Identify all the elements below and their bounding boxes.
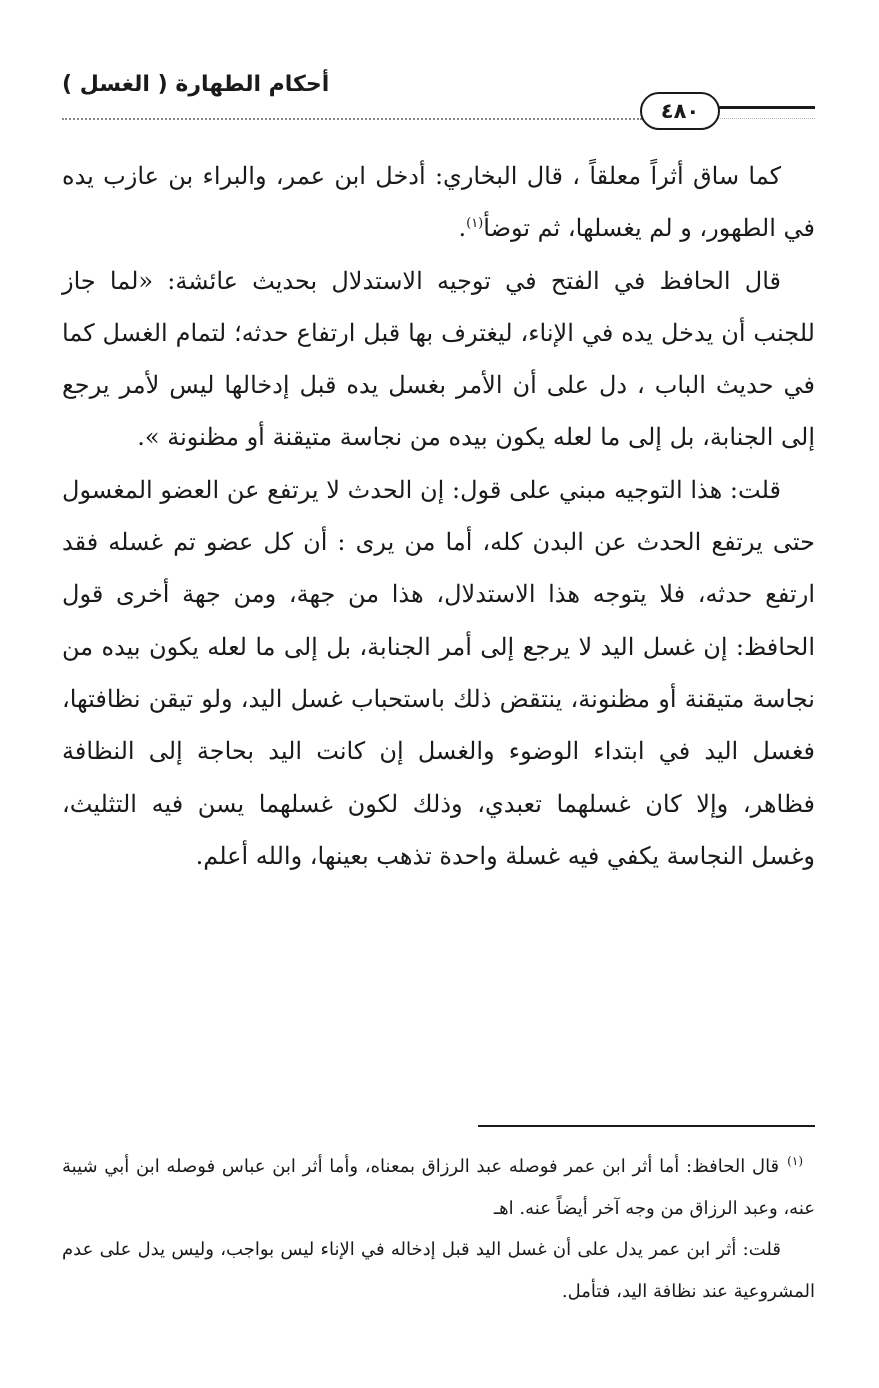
footnote-1-text: قال الحافظ: أما أثر ابن عمر فوصله عبد الرزاق بمعناه، وأما أثر ابن عباس فوصله ابن أبي شيبة عنه، وعبد الرزاق من وجه آخر أيضاً عنه. اهـ <box>62 1156 815 1219</box>
paragraph-1-text: كما ساق أثراً معلقاً ، قال البخاري: أدخل ابن عمر، والبراء بن عازب يده في الطهور، و لم يغسلها، ثم توضأ <box>62 162 815 243</box>
footnote-marker: (١) <box>787 1154 803 1168</box>
footnote-reference: (١) <box>466 216 484 232</box>
main-text <box>62 150 815 882</box>
paragraph-3: قلت: هذا التوجيه مبني على قول: إن الحدث لا يرتفع عن العضو المغسول حتى يرتفع الحدث عن البدن كله، أما من يرى : أن كل عضو تم غسله فقد ارتفع حدثه، فلا يتوجه هذا الاستدلال، هذا من جهة، ومن جهة أخرى قول الحافظ: إن غسل اليد لا يرجع إلى أمر الجنابة، بل إلى ما لعله يكون بيده من نجاسة متيقنة أو مظنونة، ينتقض ذلك باستحباب غسل اليد، ولو تيقن نظافتها، فغسل اليد في ابتداء الوضوء والغسل إن كانت اليد بحاجة إلى النظافة فظاهر، وإلا كان غسلهما تعبدي، وذلك لكون غسلهما يسن فيه التثليث، وغسل النجاسة يكفي فيه غسلة واحدة تذهب بعينها، والله أعلم. <box>62 475 816 870</box>
footnote-1 <box>62 1146 815 1229</box>
page-number: ٤٨٠ <box>640 92 720 130</box>
paragraph-1 <box>62 150 815 255</box>
header-dotted-rule-right <box>715 118 815 119</box>
footnotes <box>62 1146 815 1312</box>
header-dotted-rule <box>62 118 642 120</box>
running-header-title: أحكام الطهارة ( الغسل ) <box>62 72 330 97</box>
paragraph-2: قال الحافظ في الفتح في توجيه الاستدلال بحديث عائشة: «لما جاز للجنب أن يدخل يده في الإناء، ليغترف بها قبل ارتفاع حدثه؛ لتمام الغسل كما في حديث الباب ، دل على أن الأمر بغسل يده قبل إدخالها ليس لأمر يرجع إلى الجنابة، بل إلى ما لعله يكون بيده من نجاسة متيقنة أو مظنونة ». <box>62 266 815 452</box>
footnote-1-comment: قلت: أثر ابن عمر يدل على أن غسل اليد قبل إدخاله في الإناء ليس بواجب، وليس يدل على عدم المشروعية عند نظافة اليد، فتأمل. <box>62 1239 815 1302</box>
footnote-separator <box>478 1125 815 1127</box>
paragraph-1-tail: . <box>458 214 467 243</box>
